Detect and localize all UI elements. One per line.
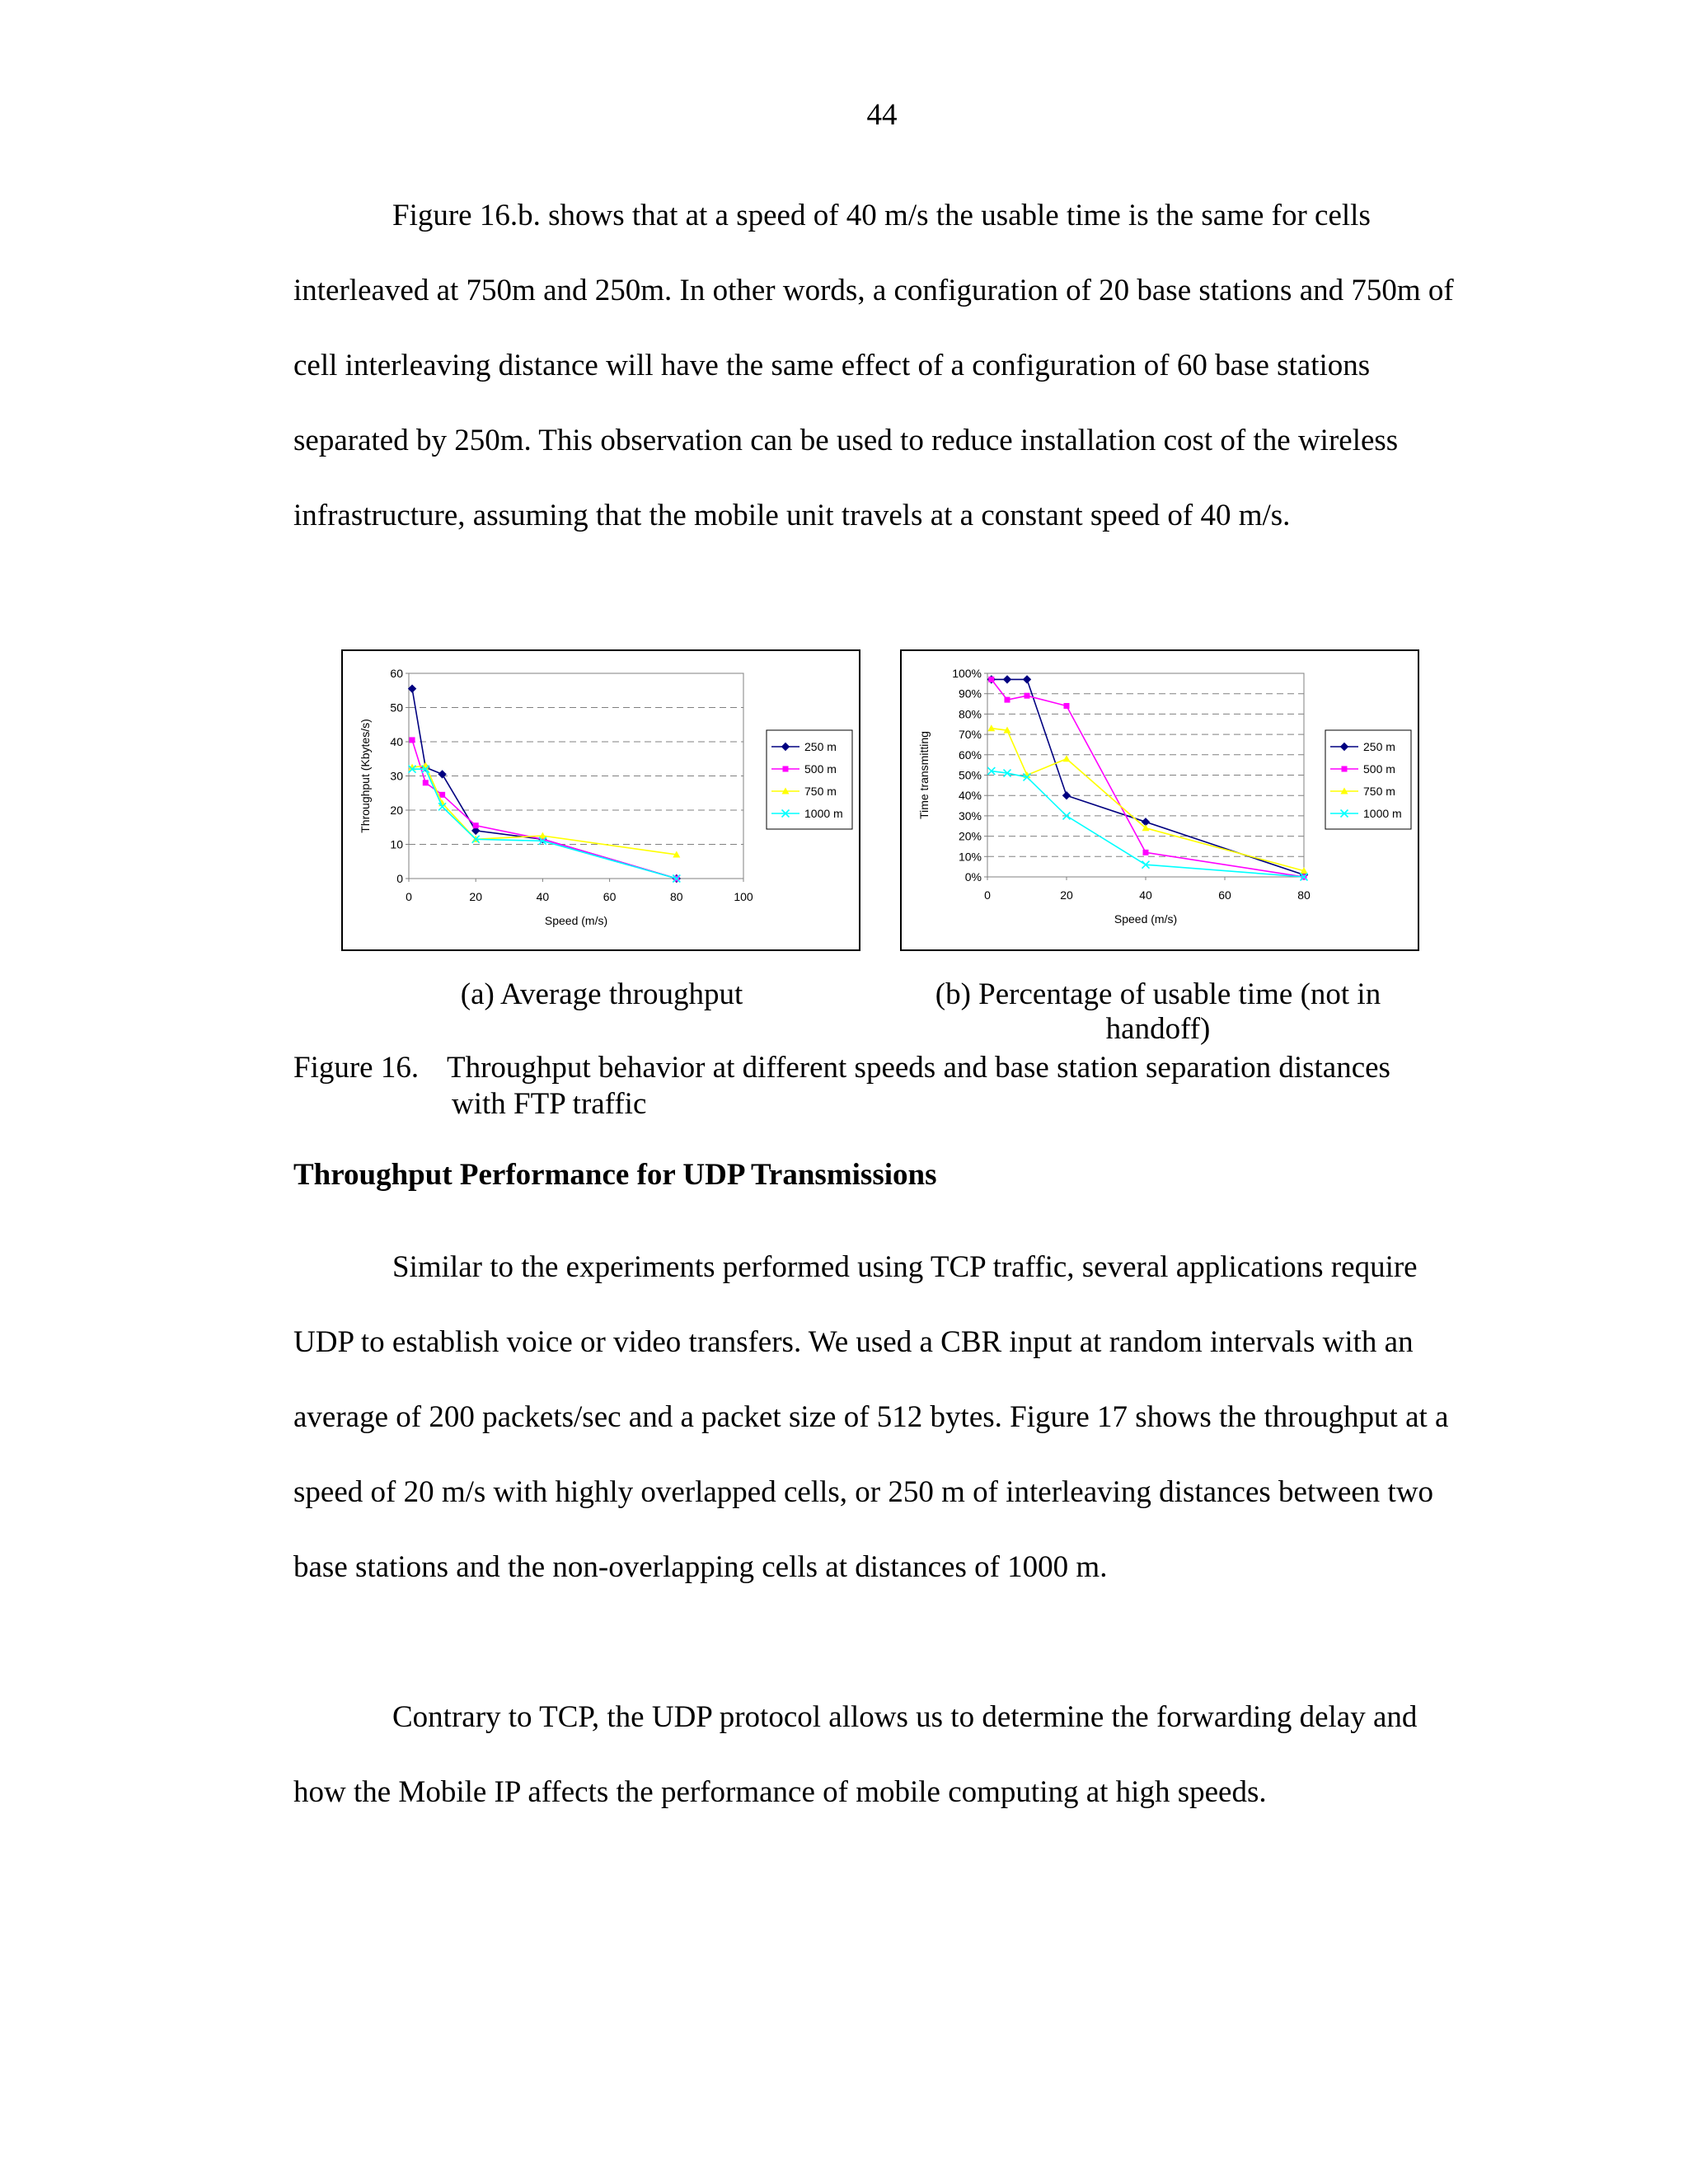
y-tick-label: 0 — [396, 872, 403, 885]
legend — [1325, 730, 1411, 829]
y-tick-label: 90% — [958, 687, 982, 701]
data-point — [988, 677, 994, 682]
legend-marker — [783, 766, 789, 772]
data-point — [1143, 850, 1149, 855]
legend-label: 250 m — [804, 740, 837, 753]
y-tick-label: 30% — [958, 808, 982, 823]
y-tick-label: 20 — [390, 804, 403, 817]
figure-caption-line-2: with FTP traffic — [452, 1087, 647, 1121]
y-tick-label: 10 — [390, 837, 403, 851]
page-number: 44 — [866, 98, 898, 132]
figure-caption — [293, 1050, 1390, 1122]
x-axis-label: Speed (m/s) — [1114, 912, 1178, 926]
x-tick-label: 80 — [1297, 888, 1311, 902]
data-point — [1005, 697, 1010, 703]
legend-label: 750 m — [1363, 785, 1395, 798]
x-tick-label: 0 — [984, 888, 991, 902]
data-point — [439, 792, 445, 798]
paragraph-3: Contrary to TCP, the UDP protocol allows us to determine the forwarding delay and how the Mobile IP affects the performance of mobile computing at high speeds. — [293, 1700, 1418, 1809]
x-tick-label: 60 — [1218, 888, 1231, 902]
y-tick-label: 40% — [958, 789, 982, 803]
chart-average-throughput — [341, 649, 860, 951]
paragraph-1: Figure 16.b. shows that at a speed of 40 m/s the usable time is the same for cells interleaved at 750m and 250m. In other words, a configuration of 20 base stations and 750m of cell interleaving distance will have the same effect of a configuration of 60 base stations separated by 250m. This observation can be used to reduce installation cost of the wireless infrastructure, assuming that the mobile unit travels at a constant speed of 40 m/s. — [293, 199, 1454, 532]
y-tick-label: 0% — [964, 870, 982, 883]
legend-label: 750 m — [804, 785, 837, 798]
x-tick-label: 40 — [1139, 888, 1152, 902]
legend — [767, 730, 852, 829]
subcaption-a: (a) Average throughput — [460, 977, 743, 1011]
y-tick-label: 30 — [390, 769, 403, 783]
legend-label: 250 m — [1363, 740, 1395, 753]
y-tick-label: 50 — [390, 701, 403, 715]
legend-marker — [1342, 766, 1348, 772]
y-tick-label: 60 — [390, 667, 403, 680]
y-tick-label: 100% — [952, 667, 982, 680]
chart-b-svg — [902, 651, 1418, 949]
chart-a-svg — [343, 651, 859, 949]
y-axis-label: Throughput (Kbytes/s) — [359, 719, 372, 833]
legend-label: 1000 m — [804, 807, 843, 820]
x-tick-label: 0 — [406, 890, 412, 903]
y-tick-label: 50% — [958, 768, 982, 782]
data-point — [473, 823, 479, 828]
y-tick-label: 20% — [958, 829, 982, 843]
legend-label: 500 m — [804, 762, 837, 776]
section-heading: Throughput Performance for UDP Transmissions — [293, 1158, 937, 1192]
y-axis-label: Time transmitting — [917, 731, 931, 819]
y-tick-label: 80% — [958, 707, 982, 721]
subcaption-b: (b) Percentage of usable time (not in handoff) — [935, 977, 1381, 1046]
figure-caption-line-1: Throughput behavior at different speeds and base station separation distances — [447, 1051, 1390, 1085]
x-tick-label: 20 — [1060, 888, 1073, 902]
x-tick-label: 80 — [670, 890, 683, 903]
y-tick-label: 70% — [958, 728, 982, 742]
x-tick-label: 40 — [536, 890, 550, 903]
paragraph-2: Similar to the experiments performed using TCP traffic, several applications require UDP to establish voice or video transfers. We used a CBR input at random intervals with an average of 200 packets/sec and a packet size of 512 bytes. Figure 17 shows the throughput at a speed of 20 m/s with highly overlapped cells, or 250 m of interleaving distances between two base stations and the non-overlapping cells at distances of 1000 m. — [293, 1250, 1449, 1584]
legend-label: 500 m — [1363, 762, 1395, 776]
figure-number: Figure 16. — [293, 1051, 420, 1085]
data-point — [410, 737, 415, 743]
data-point — [1064, 703, 1070, 709]
x-tick-label: 100 — [734, 890, 753, 903]
data-point — [1025, 693, 1030, 699]
x-tick-label: 60 — [603, 890, 617, 903]
legend-label: 1000 m — [1363, 807, 1402, 820]
chart-usable-time — [900, 649, 1419, 951]
data-point — [423, 780, 429, 785]
x-axis-label: Speed (m/s) — [544, 914, 608, 927]
x-tick-label: 20 — [469, 890, 482, 903]
y-tick-label: 40 — [390, 735, 403, 748]
y-tick-label: 10% — [958, 850, 982, 864]
y-tick-label: 60% — [958, 748, 982, 762]
